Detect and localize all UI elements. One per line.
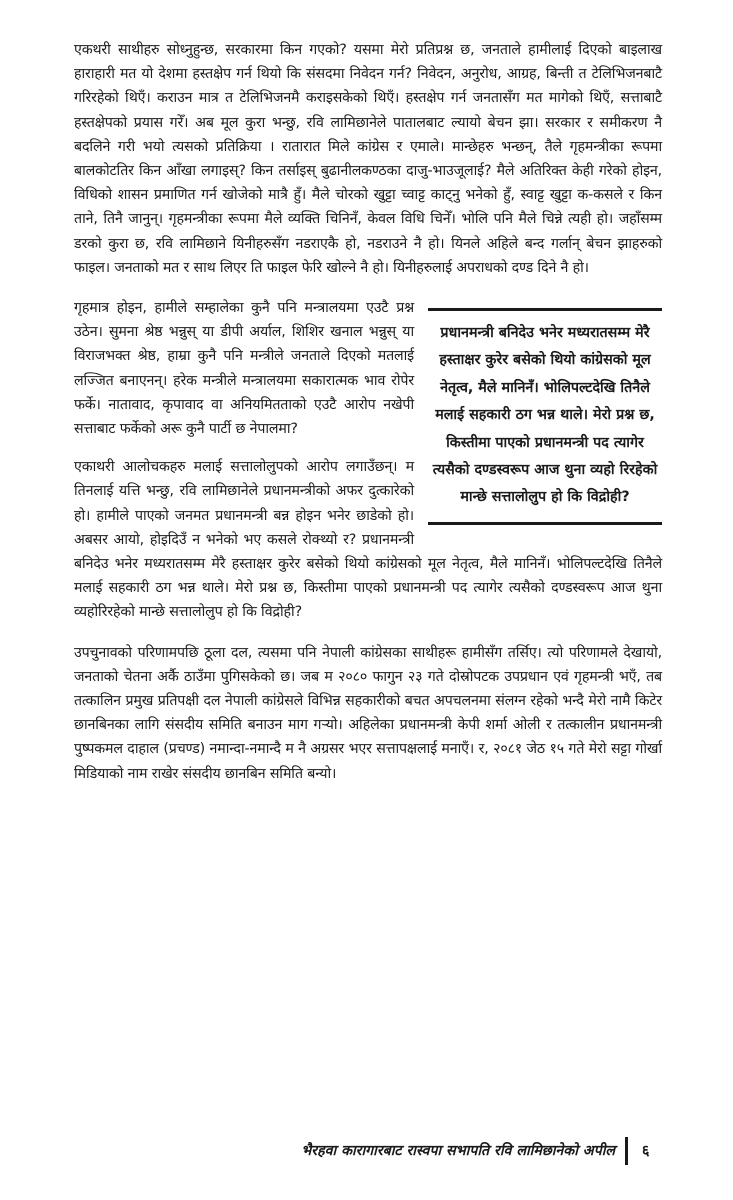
footer-divider (625, 1137, 628, 1165)
pull-quote: प्रधानमन्त्री बनिदेउ भनेर मध्यरातसम्म मेरै हस्ताक्षर कुरेर बसेको थियो कांग्रेसको मूल नेतृत्व, मैले मानिनँ। भोलिपल्टदेखि तिनैले मलाई सहकारी ठग भन्न थाले। मेरो प्रश्न छ, किस्तीमा पाएको प्रधानमन्त्री पद त्यागेर त्यसैको दण्डस्वरूप आज थुना व्यहो रिरहेको मान्छे सत्तालोलुप हो कि विद्रोही? (428, 308, 662, 525)
running-title: भैरहवा कारागारबाट रास्वपा सभापति रवि लामिछानेको अपील (301, 1143, 615, 1159)
paragraph-4: उपचुनावको परिणामपछि ठूला दल, त्यसमा पनि नेपाली कांग्रेसका साथीहरू हामीसँग तर्सिए। त्यो परिणामले देखायो, जनताको चेतना अर्कै ठाउँमा पुगिसकेको छ। जब म २०८० फागुन २३ गते दोस्रोपटक उपप्रधान एवं गृहमन्त्री भएँ, तब तत्कालिन प्रमुख प्रतिपक्षी दल नेपाली कांग्रेसले विभिन्न सहकारीको बचत अपचलनमा संलग्न रहेको भन्दै मेरो नामै किटेर छानबिनका लागि संसदीय समिति बनाउन माग गऱ्यो। अहिलेका प्रधानमन्त्री केपी शर्मा ओली र तत्कालीन प्रधानमन्त्री पुष्पकमल दाहाल (प्रचण्ड) नमान्दा-नमान्दै म नै अग्रसर भएर सत्तापक्षलाई मनाएँ। र, २०८१ जेठ १५ गते मेरो सट्टा गोर्खा मिडियाको नाम राखेर संसदीय छानबिन समिति बन्यो। (74, 644, 662, 782)
page-footer (0, 1137, 733, 1167)
paragraph-3: एकाथरी आलोचकहरु मलाई सत्तालोलुपको आरोप लगाउँछन्। म तिनलाई यत्ति भन्छु, रवि लामिछानेले प्रधानमन्त्रीको अफर दुत्कारेको हो। हामीले पाएको जनमत प्रधानमन्त्री बन्न होइन भनेर छाडेको हो। अबसर आयो, होइदिउँ न भनेको भए कसले रोक्थ्यो र? प्रधानमन्त्री बनिदेउ भनेर मध्यरातसम्म मेरै हस्ताक्षर कुरेर बसेको थियो कांग्रेसको मूल नेतृत्व, मैले मानिनँ। भोलिपल्टदेखि तिनैले मलाई सहकारी ठग भन्न थाले। मेरो प्रश्न छ, किस्तीमा पाएको प्रधानमन्त्री पद त्यागेर त्यसैको दण्डस्वरूप आज थुना व्यहोरिरहेको मान्छे सत्तालोलुप हो कि विद्रोही? (74, 459, 662, 621)
paragraph-2: गृहमात्र होइन, हामीले सम्हालेका कुनै पनि मन्त्रालयमा एउटै प्रश्न उठेन। सुमना श्रेष्ठ भन्नुस् या डीपी अर्याल, शिशिर खनाल भन्नुस् या विराजभक्त श्रेष्ठ, हाम्रा कुनै पनि मन्त्रीले जनताले दिएको मतलाई लज्जित बनाएनन्। हरेक मन्त्रीले मन्त्रालयमा सकारात्मक भाव रोपेर फर्के। नातावाद, कृपावाद वा अनियमितताको एउटै आरोप नखेपी सत्ताबाट फर्केको अरू कुनै पार्टी छ नेपालमा? (74, 300, 414, 438)
page-number: ६ (642, 1143, 650, 1159)
pull-quote-section (74, 296, 662, 625)
page-body (74, 38, 662, 802)
paragraph-1: एकथरी साथीहरु सोध्नुहुन्छ, सरकारमा किन गएको? यसमा मेरो प्रतिप्रश्न छ, जनताले हामीलाई दिएको बाइलाख हाराहारी मत यो देशमा हस्तक्षेप गर्न थियो कि संसदमा निवेदन गर्न? निवेदन, अनुरोध, आग्रह, बिन्ती त टेलिभिजनबाटै गरिरहेको थिएँ। कराउन मात्र त टेलिभिजनमै कराइसकेको थिएँ। हस्तक्षेप गर्न जनतासँग मत मागेको थिएँ, सत्ताबाटै हस्तक्षेपको प्रयास गरेँ। अब मूल कुरा भन्छु, रवि लामिछानेले पातालबाट ल्यायो बेचन झा। सरकार र समीकरण नै बदलिने गरी भयो त्यसको प्रतिक्रिया । रातारात मिले कांग्रेस र एमाले। मान्छेहरु भन्छन्, तैले गृहमन्त्रीका रूपमा बालकोटतिर किन आँखा लगाइस्? किन तर्साइस् बुढानीलकण्ठका दाजु-भाउजूलाई? मैले अतिरिक्त केही गरेको होइन, विधिको शासन प्रमाणित गर्न खोजेको मात्रै हुँ। मैले चोरको खुट्टा च्वाट्ट काट्नु भनेको हुँ, स्वाट्ट खुट्टा क-कसले र किन ताने, तिनै जानुन्। गृहमन्त्रीका रूपमा मैले व्यक्ति चिनिनँ, केवल विधि चिनेँ। भोलि पनि मैले चिन्ने त्यही हो। जहाँसम्म डरको कुरा छ, रवि लामिछाने यिनीहरुसँग नडराएकै हो, नडराउने नै हो। यिनले अहिले बन्द गर्लान् बेचन झाहरुको फाइल। जनताको मत र साथ लिएर ति फाइल फेरि खोल्ने नै हो। यिनीहरुलाई अपराधको दण्ड दिने नै हो। (74, 42, 662, 276)
